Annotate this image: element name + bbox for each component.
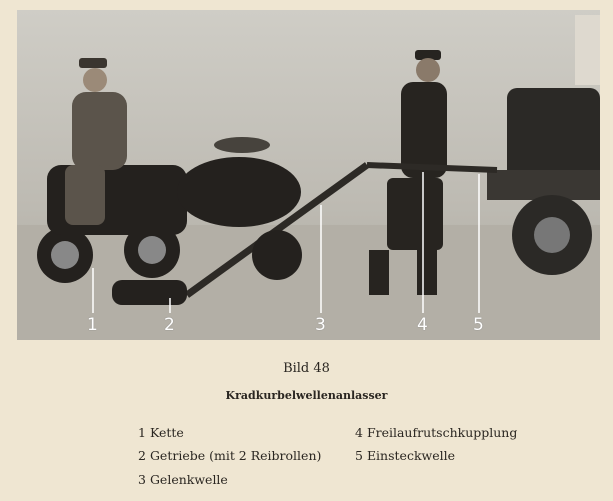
figure-number: Bild 48 [283, 361, 330, 376]
legend-text: Freilaufrutschkupplung [366, 425, 518, 440]
legend-text: Einsteckwelle [366, 448, 456, 463]
legend-number: 2 [138, 448, 146, 463]
legend-item [138, 472, 228, 487]
legend-text: Kette [149, 425, 184, 440]
legend-number: 3 [138, 472, 146, 487]
photograph [17, 10, 600, 340]
legend-item [138, 448, 321, 463]
legend-item [355, 425, 517, 440]
callout-3: 3 [315, 315, 326, 335]
legend-number: 4 [355, 425, 363, 440]
callout-5: 5 [473, 315, 484, 335]
callout-1: 1 [87, 315, 98, 335]
motorcycle-crank-starter-illustration [17, 10, 600, 340]
legend-number: 1 [138, 425, 146, 440]
figure-caption: Kradkurbelwellenanlasser [225, 389, 388, 402]
callout-4: 4 [417, 315, 428, 335]
legend-text: Getriebe (mit 2 Reibrollen) [149, 448, 322, 463]
callout-2: 2 [164, 315, 175, 335]
legend-item [138, 425, 184, 440]
legend-number: 5 [355, 448, 363, 463]
legend-text: Gelenkwelle [149, 472, 228, 487]
legend-item [355, 448, 455, 463]
